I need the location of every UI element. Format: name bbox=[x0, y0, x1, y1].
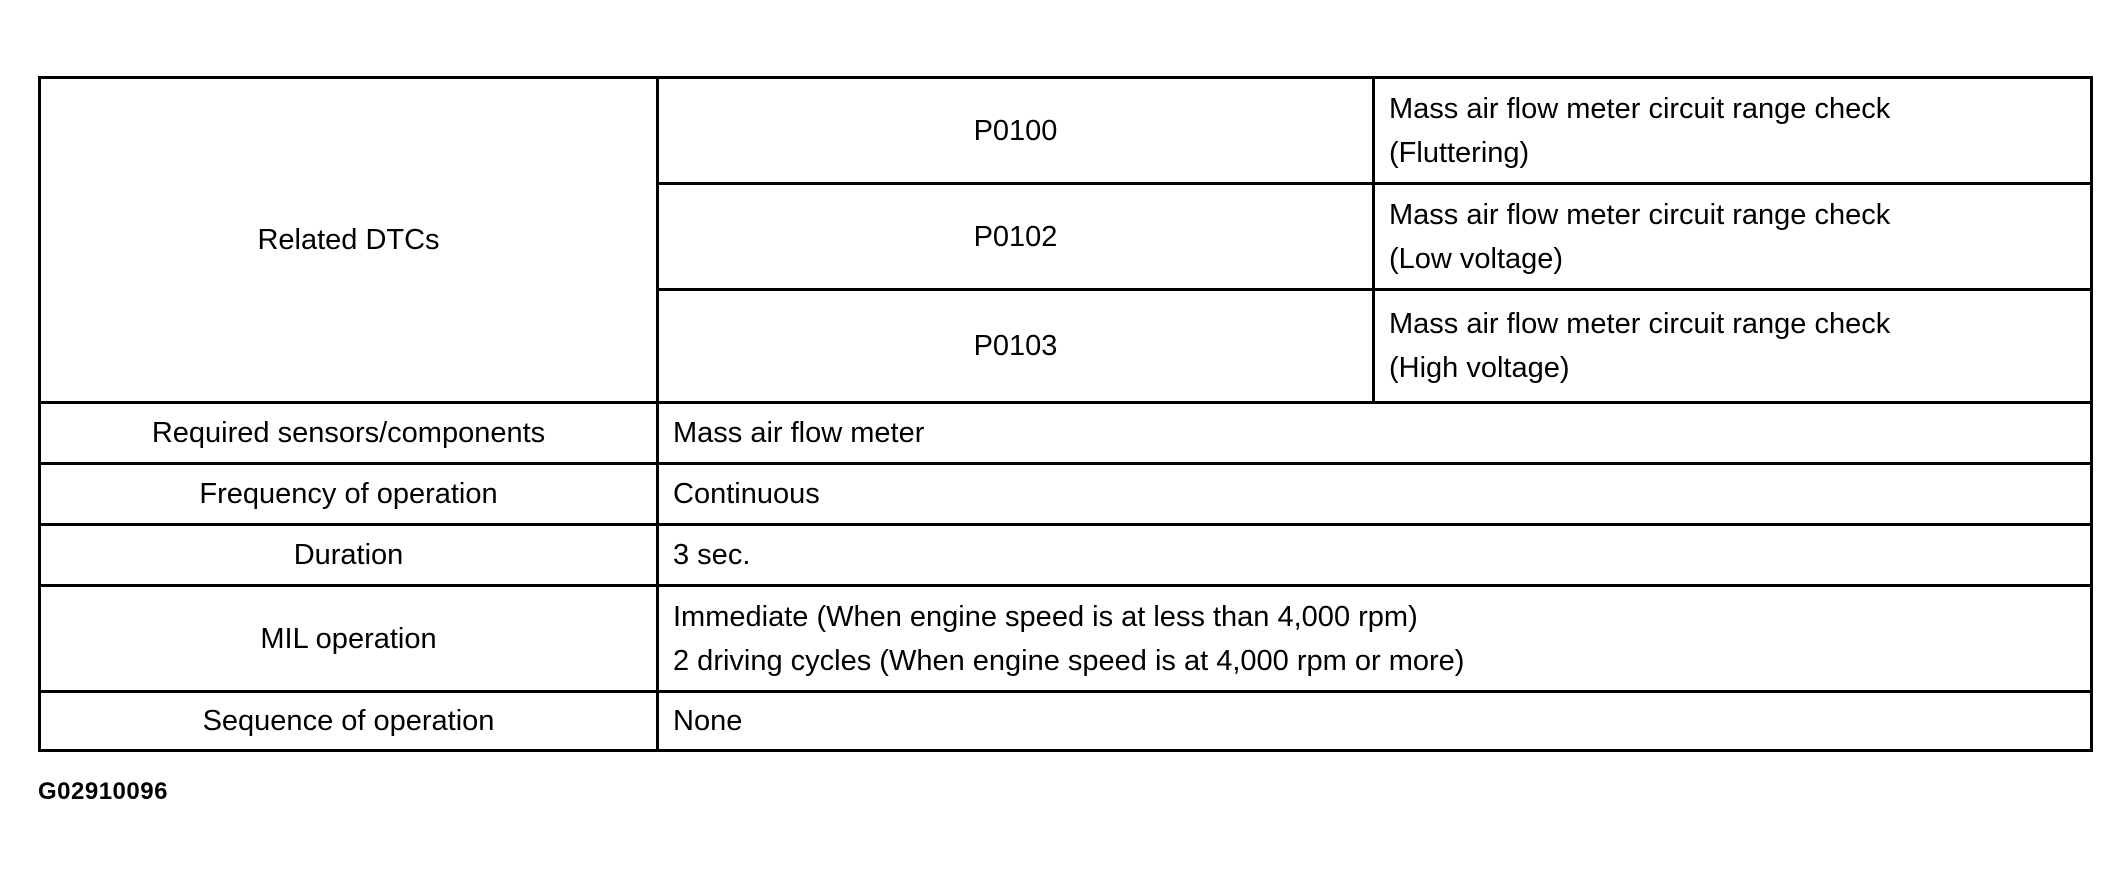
table-row bbox=[40, 525, 2092, 586]
figure-id: G02910096 bbox=[38, 778, 168, 805]
table-row bbox=[40, 692, 2092, 751]
dtc-description-line: (Fluttering) bbox=[1389, 136, 1530, 169]
dtc-description-line: Mass air flow meter circuit range check bbox=[1389, 92, 1891, 125]
table-row bbox=[40, 464, 2092, 525]
mil-operation-line: 2 driving cycles (When engine speed is at 4,000 rpm or more) bbox=[673, 644, 1465, 677]
mil-operation-line: Immediate (When engine speed is at less than 4,000 rpm) bbox=[673, 600, 1418, 633]
dtc-description bbox=[1374, 290, 2092, 403]
sequence-label: Sequence of operation bbox=[40, 692, 658, 751]
monitor-spec-table bbox=[38, 76, 2093, 752]
frequency-label: Frequency of operation bbox=[40, 464, 658, 525]
required-sensors-label: Required sensors/components bbox=[40, 403, 658, 464]
mil-operation-value bbox=[658, 586, 2092, 692]
required-sensors-value: Mass air flow meter bbox=[658, 403, 2092, 464]
dtc-description-line: (High voltage) bbox=[1389, 352, 1570, 384]
duration-label: Duration bbox=[40, 525, 658, 586]
mil-operation-label: MIL operation bbox=[40, 586, 658, 692]
dtc-code: P0100 bbox=[658, 78, 1374, 184]
dtc-code: P0103 bbox=[658, 290, 1374, 403]
dtc-description-line: Mass air flow meter circuit range check bbox=[1389, 308, 1891, 340]
sequence-value: None bbox=[658, 692, 2092, 751]
dtc-code: P0102 bbox=[658, 184, 1374, 290]
dtc-description-line: (Low voltage) bbox=[1389, 242, 1564, 275]
frequency-value: Continuous bbox=[658, 464, 2092, 525]
table-row bbox=[40, 78, 2092, 184]
dtc-description bbox=[1374, 78, 2092, 184]
table-row bbox=[40, 403, 2092, 464]
dtc-description-line: Mass air flow meter circuit range check bbox=[1389, 198, 1891, 231]
table-row bbox=[40, 586, 2092, 692]
dtc-description bbox=[1374, 184, 2092, 290]
related-dtcs-label: Related DTCs bbox=[40, 78, 658, 403]
duration-value: 3 sec. bbox=[658, 525, 2092, 586]
